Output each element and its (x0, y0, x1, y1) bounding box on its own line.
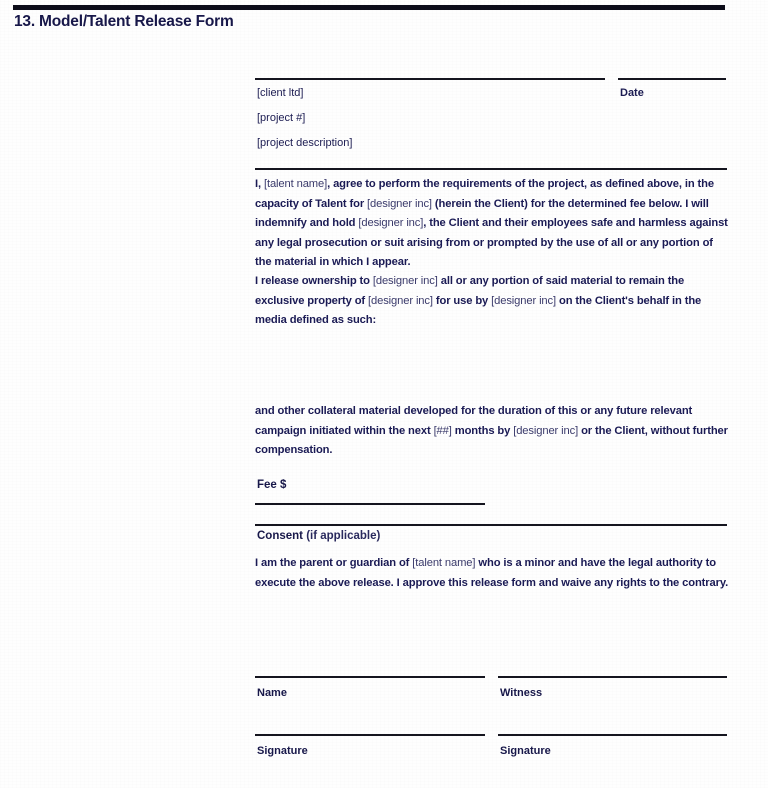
consent-part-2: who is a minor and have the legal authority to execute the above release. I approve this release form and waive any rights to the contrary. (255, 557, 729, 589)
agreement-paragraph-3 (255, 402, 729, 461)
p3-token-months: [##] (433, 424, 452, 437)
fee-input-rule[interactable] (255, 503, 485, 505)
media-fill-in-area[interactable] (255, 330, 727, 400)
client-field-rule (255, 78, 605, 80)
witness-label: Witness (500, 687, 543, 699)
agreement-top-rule (255, 168, 727, 170)
consent-heading-rest: (if applicable) (306, 530, 381, 542)
p1-part-4: , the Client and their employees safe and harmless against any legal prosecution or suit arising from or prompted by the use of all or any portion of the material in which I appear. (255, 217, 728, 269)
p2-token-designer-inc-1: [designer inc] (372, 275, 438, 287)
p1-token-designer-inc-1: [designer inc] (367, 197, 432, 210)
date-field-rule (618, 78, 726, 80)
consent-heading (257, 530, 380, 542)
consent-top-rule (255, 524, 727, 526)
p1-token-talent-name: [talent name] (263, 178, 328, 190)
client-field-value[interactable]: [client ltd] (257, 87, 304, 99)
page-title: 13. Model/Talent Release Form (14, 13, 234, 30)
p3-part-2: months by (451, 424, 514, 437)
signature-left-field-rule[interactable] (255, 734, 485, 736)
p3-part-3: or the Client, without further compensation. (255, 424, 728, 457)
header-divider-bar (13, 5, 725, 10)
p2-token-designer-inc-3: [designer inc] (491, 294, 557, 307)
project-description-field-value[interactable]: [project description] (257, 137, 353, 149)
signature-right-field-rule[interactable] (498, 734, 727, 736)
signature-right-label: Signature (500, 745, 551, 757)
p2-part-1: I release ownership to (255, 275, 373, 287)
p1-part-3: (herein the Client) for the determined fee below. I will indemnify and hold (255, 197, 709, 230)
name-label: Name (257, 687, 287, 699)
consent-paragraph (255, 554, 729, 593)
p3-token-designer-inc: [designer inc] (513, 424, 579, 437)
consent-token-talent-name: [talent name] (412, 557, 476, 569)
signature-left-label: Signature (257, 745, 308, 757)
p2-part-2: all or any portion of said material to remain the exclusive property of (255, 275, 685, 307)
project-number-field-value[interactable]: [project #] (257, 112, 306, 124)
date-field-label: Date (620, 87, 644, 99)
p2-part-3: for use by (432, 294, 492, 307)
p1-part-1: I, (255, 178, 264, 190)
witness-field-rule[interactable] (498, 676, 727, 678)
agreement-paragraph-1 (255, 175, 729, 273)
agreement-paragraph-2 (255, 272, 729, 331)
p2-token-designer-inc-2: [designer inc] (368, 294, 433, 307)
consent-heading-bold: Consent (257, 530, 307, 542)
fee-label: Fee $ (257, 479, 287, 491)
consent-part-1: I am the parent or guardian of (255, 557, 413, 569)
p1-part-2: , agree to perform the requirements of the project, as defined above, in the capacity of Talent for (255, 178, 714, 210)
name-field-rule[interactable] (255, 676, 485, 678)
p3-part-1: and other collateral material developed for the duration of this or any future relevant campaign initiated within the next (255, 405, 693, 437)
p2-part-4: on the Client's behalf in the media defined as such: (255, 294, 702, 327)
p1-token-designer-inc-2: [designer inc] (358, 217, 424, 230)
